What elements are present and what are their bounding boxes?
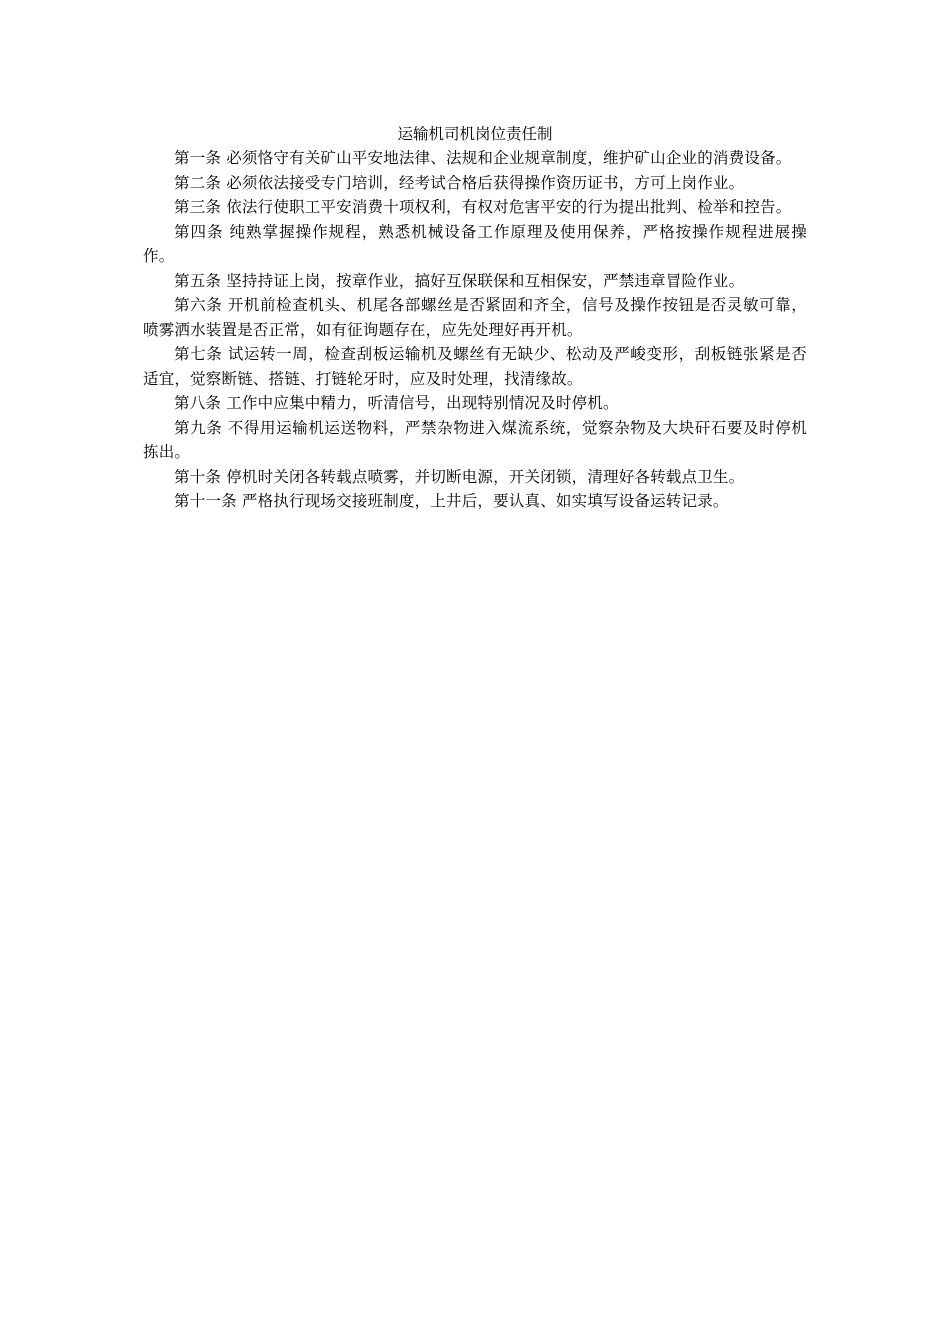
article-5: 第五条 坚持持证上岗，按章作业，搞好互保联保和互相保安，严禁违章冒险作业。 [174, 271, 745, 290]
article-11: 第十一条 严格执行现场交接班制度，上井后，要认真、如实填写设备运转记录。 [174, 492, 729, 510]
article-1: 第一条 必须恪守有关矿山平安地法律、法规和企业规章制度，维护矿山企业的消费设备。 [174, 149, 792, 167]
document-title: 运输机司机岗位责任制 [397, 125, 553, 143]
article-10: 第十条 停机时关闭各转载点喷雾，并切断电源，开关闭锁，清理好各转载点卫生。 [174, 467, 745, 486]
article-3: 第三条 依法行使职工平安消费十项权利，有权对危害平安的行为提出批判、检举和控告。 [174, 198, 792, 216]
document-page [143, 122, 807, 514]
article-6: 第六条 开机前检查机头、机尾各部螺丝是否紧固和齐全，信号及操作按钮是否灵敏可靠，喷雾洒水装置是否正常，如有征询题存在，应先处理好再开机。 [143, 296, 807, 339]
article-4: 第四条 纯熟掌握操作规程，熟悉机械设备工作原理及使用保养，严格按操作规程进展操作。 [143, 222, 807, 265]
article-9: 第九条 不得用运输机运送物料，严禁杂物进入煤流系统，觉察杂物及大块矸石要及时停机拣出。 [143, 418, 807, 461]
article-7: 第七条 试运转一周，检查刮板运输机及螺丝有无缺少、松动及严峻变形，刮板链张紧是否适宜，觉察断链、搭链、打链轮牙时，应及时处理，找清缘故。 [143, 345, 807, 388]
article-8: 第八条 工作中应集中精力，听清信号，出现特别情况及时停机。 [174, 394, 619, 412]
article-2: 第二条 必须依法接受专门培训，经考试合格后获得操作资历证书，方可上岗作业。 [174, 173, 745, 192]
